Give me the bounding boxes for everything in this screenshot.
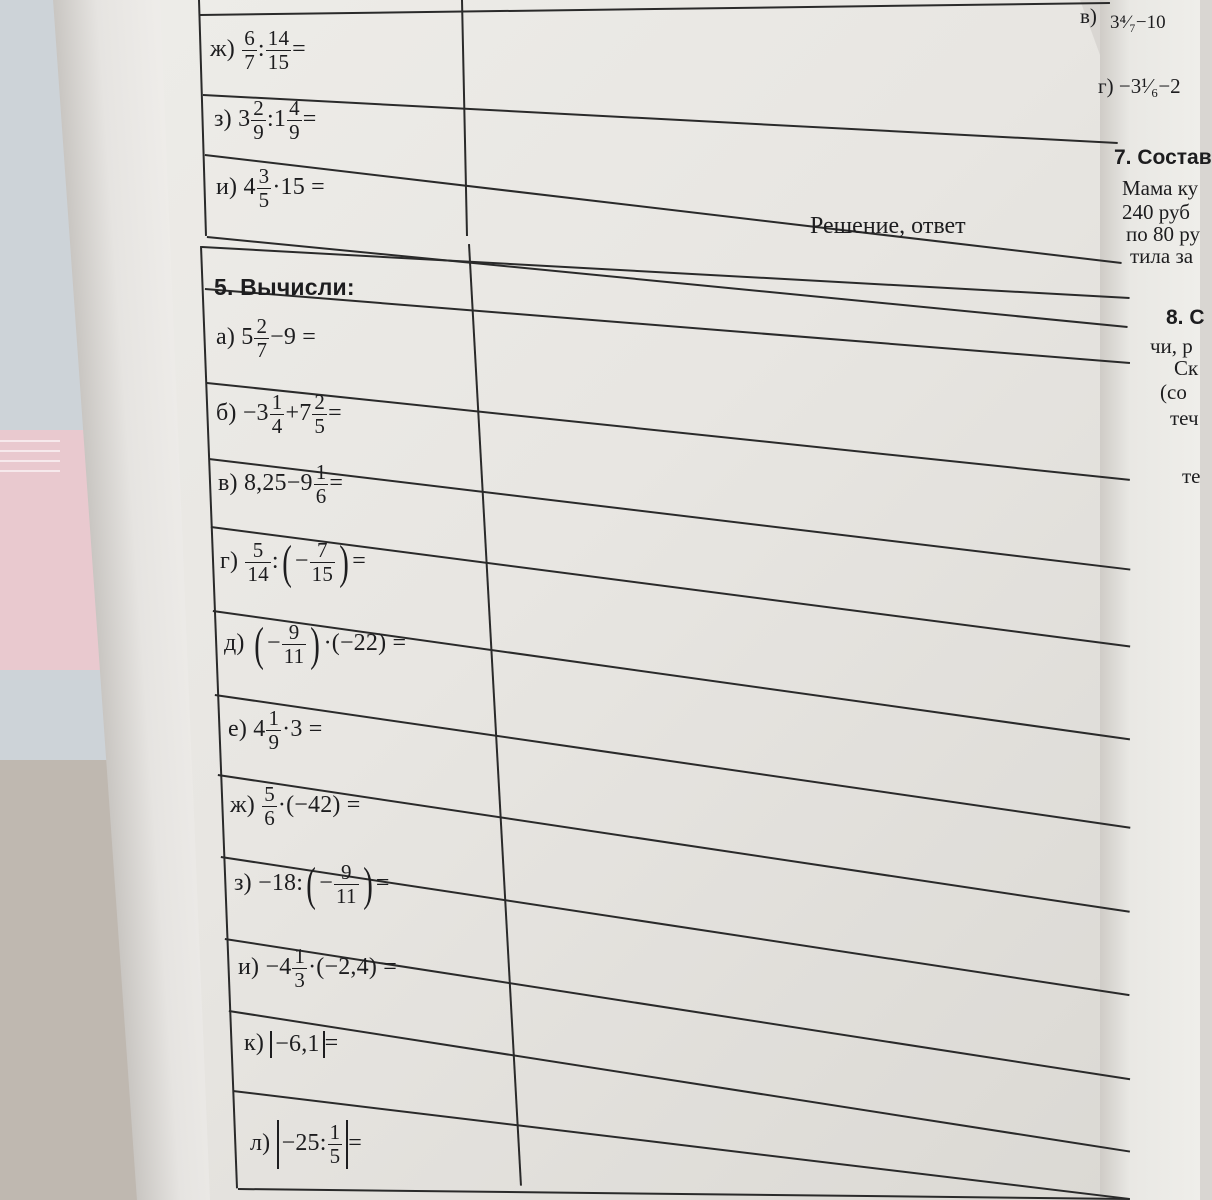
fraction: $\frac{1}{3}$ [294, 944, 306, 992]
rp-line3: по 80 ру [1126, 222, 1200, 246]
fraction: $\frac{1}{9}$ [268, 706, 280, 754]
right-page [1080, 0, 1212, 1200]
row-5e: е) 4 $\frac{1}{9}$ ·3 = [228, 706, 323, 754]
row-5b: б) −3 $\frac{1}{4}$ +7 $\frac{2}{5}$ = [216, 390, 342, 438]
rp-task8: 8. С [1166, 306, 1205, 329]
row-5i: и) −4 $\frac{1}{3}$ ·(−2,4) = [238, 944, 397, 992]
row-5z: з) −18:( − $\frac{9}{11}$ ) = [234, 857, 390, 911]
absolute-value: −6,1 [270, 1031, 324, 1057]
rp-line7: (со [1160, 380, 1187, 404]
rp-task7: 7. Состав [1114, 146, 1212, 169]
rp-line2: 240 руб [1122, 200, 1190, 224]
row-5d: д) ( − $\frac{9}{11}$ ) ·(−22) = [224, 617, 407, 671]
rp-line5: чи, р [1150, 334, 1193, 358]
rp-v: в) [1080, 4, 1097, 28]
rp-line9: те [1182, 464, 1201, 488]
fraction: $\frac{9}{11}$ [336, 860, 357, 908]
row-5a: а) 5 $\frac{2}{7}$ −9 = [216, 314, 317, 362]
fraction: $\frac{2}{9}$ [253, 96, 264, 144]
absolute-value: −25: $\frac{1}{5}$ [277, 1120, 349, 1169]
row-4zh: ж) $\frac{6}{7}$ : $\frac{14}{15}$ = [210, 26, 306, 74]
rp-line1: Мама ку [1122, 176, 1199, 200]
row-5l: л) −25: $\frac{1}{5}$ = [250, 1120, 363, 1168]
column-header-solution: Решение, ответ [810, 213, 966, 239]
fraction: $\frac{1}{5}$ [329, 1120, 341, 1168]
row-4z: з) 3 $\frac{2}{9}$ :1 $\frac{4}{9}$ = [214, 96, 317, 144]
fraction: $\frac{5}{14}$ [247, 538, 269, 586]
row-5v: в) 8,25−9 $\frac{1}{6}$ = [218, 460, 344, 508]
rp-line8: теч [1170, 406, 1199, 430]
fraction: $\frac{7}{15}$ [311, 538, 334, 586]
fraction: $\frac{9}{11}$ [283, 620, 305, 668]
row-5k: к) −6,1 = [244, 1030, 339, 1058]
row-5g: г) $\frac{5}{14}$ :( − $\frac{7}{15}$ ) = [220, 535, 367, 589]
task5-title: 5. Вычисли: [214, 274, 355, 300]
fraction: $\frac{1}{6}$ [315, 460, 327, 508]
fraction: $\frac{3}{5}$ [258, 164, 270, 212]
notebook-lines [0, 440, 60, 480]
fraction: $\frac{6}{7}$ [244, 26, 255, 74]
fraction: $\frac{4}{9}$ [289, 96, 300, 144]
fraction: $\frac{1}{4}$ [271, 390, 283, 438]
rp-line6: Ск [1174, 356, 1199, 380]
fraction: $\frac{14}{15}$ [267, 26, 290, 74]
rp-g: г) −3¹⁄₆−2 [1098, 74, 1181, 98]
row-5zh: ж) $\frac{5}{6}$ ·(−42) = [230, 782, 361, 830]
fraction: $\frac{5}{6}$ [264, 782, 275, 830]
fraction: $\frac{2}{7}$ [256, 314, 268, 362]
rp-line4: тила за [1130, 244, 1194, 268]
fraction: $\frac{2}{5}$ [314, 390, 326, 438]
rp-v-expr: 3⁴⁄₇−10 [1110, 12, 1166, 33]
row-4i: и) 4 $\frac{3}{5}$ ·15 = [216, 164, 325, 212]
